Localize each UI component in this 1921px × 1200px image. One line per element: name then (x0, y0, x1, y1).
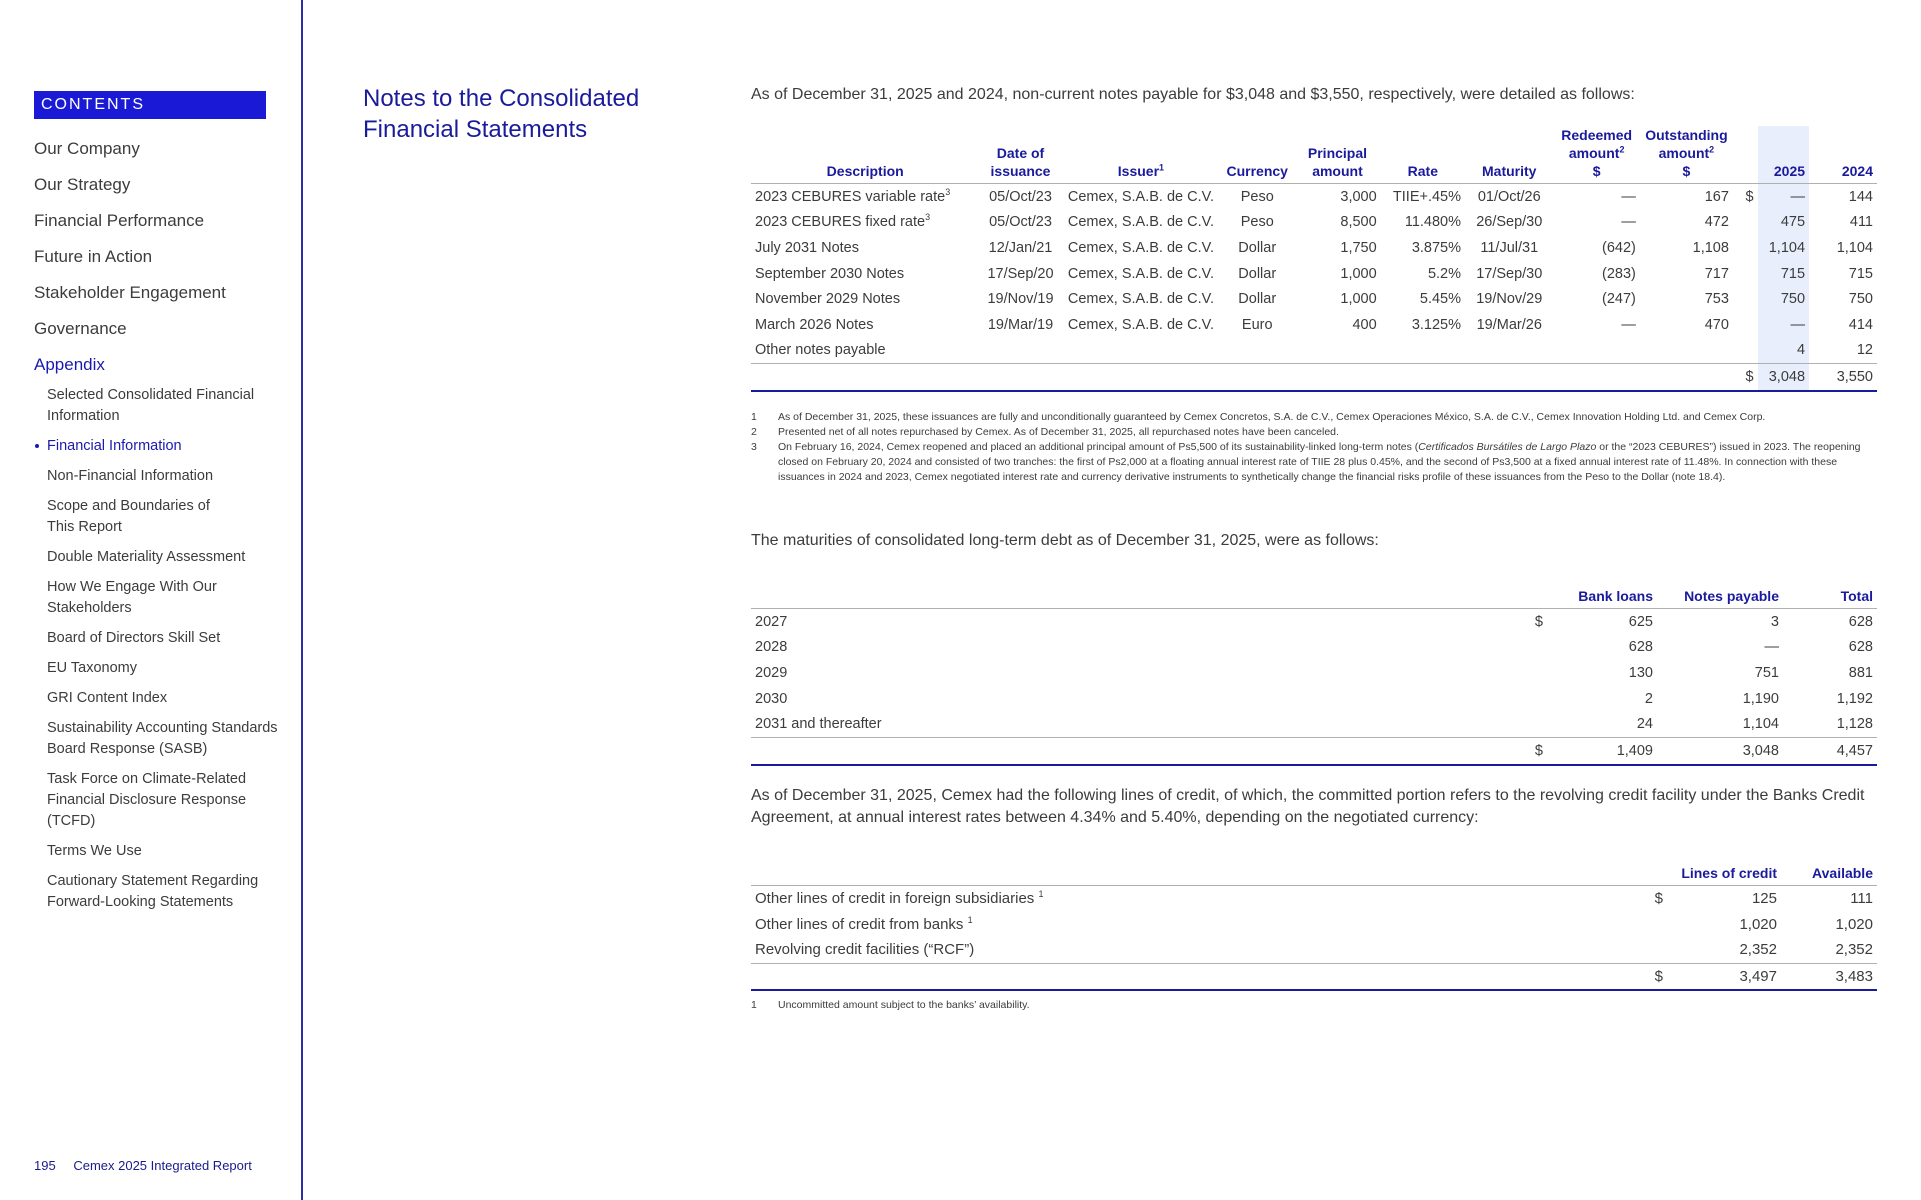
credit-footnotes (751, 998, 1877, 1013)
description-text: July 2031 Notes (755, 239, 859, 256)
maturities-header-row (751, 587, 1877, 609)
col-bank-loans: Bank loans (1547, 587, 1657, 609)
table-row (751, 609, 1877, 635)
cell-2024: 750 (1848, 291, 1873, 308)
col-available: Available (1781, 864, 1877, 886)
cell-rate: TIIE+.45% (1392, 188, 1462, 205)
description-text: Other notes payable (755, 342, 886, 359)
col-dollar-sign (1631, 864, 1667, 886)
cell-rate: 5.2% (1427, 265, 1462, 282)
footnote (751, 410, 1877, 425)
cell-date: 05/Oct/23 (989, 214, 1052, 231)
description-text: March 2026 Notes (755, 316, 874, 333)
footnote-number: 1 (751, 411, 757, 423)
cell-principal: 1,750 (1340, 239, 1377, 256)
footnote-text-a: On February 16, 2024, Cemex reopened and placed an additional principal amount of Ps5,500 of its sustainability-linked long-term notes ( (778, 441, 1419, 453)
nav-stakeholder-engagement[interactable]: Stakeholder Engagement (34, 283, 226, 302)
cell-description (751, 312, 979, 338)
table-row (751, 210, 1877, 236)
cell-notes-payable: 1,104 (1742, 716, 1779, 733)
subnav-selected-consolidated-financial-information[interactable]: Selected Consolidated Financial Information (47, 387, 255, 424)
cell-dollar-sign (1511, 686, 1547, 712)
cell-outstanding: 753 (1704, 291, 1729, 308)
cell-total-available: 3,483 (1781, 963, 1877, 990)
cell-maturity: 19/Mar/26 (1476, 316, 1542, 333)
cell-redeemed: — (1621, 316, 1636, 333)
col-label (751, 864, 1631, 886)
footnote-number: 1 (751, 999, 757, 1011)
cell-empty (1381, 364, 1465, 391)
cell-dollar-sign (1733, 338, 1758, 364)
maturities-table (751, 587, 1877, 766)
cell-issuer: Cemex, S.A.B. de C.V. (1067, 265, 1214, 282)
notes-payable-table (751, 126, 1877, 392)
cell-year: 2027 (755, 613, 788, 630)
maturities-table-body (751, 609, 1877, 765)
credit-label-text: Other lines of credit in foreign subsidiaries (755, 890, 1035, 908)
cell-dollar-sign (1631, 937, 1667, 963)
cell-dollar-sign: $ (1511, 737, 1547, 764)
cell-outstanding (1640, 338, 1733, 364)
cell-2025: — (1758, 184, 1809, 210)
lines-of-credit-table (751, 864, 1877, 991)
cell-2025: 475 (1758, 210, 1809, 236)
sidebar (0, 0, 303, 1200)
footnote-text: As of December 31, 2025, these issuances are fully and unconditionally guaranteed by Cemex Concretos, S.A. de C.V., Cemex Operaciones México, S.A. de C.V., Cemex Innovation Holding Ltd. and Cemex Corp. (778, 411, 1766, 423)
subnav-how-we-engage[interactable]: How We Engage With Our Stakeholders (47, 579, 217, 616)
cell-principal: 1,000 (1340, 265, 1377, 282)
cell-principal: 1,000 (1340, 291, 1377, 308)
cell-empty (1062, 364, 1221, 391)
active-bullet-icon (35, 444, 39, 448)
contents-heading[interactable]: CONTENTS (34, 91, 266, 119)
cell-outstanding: 1,108 (1692, 239, 1729, 256)
cell-2025: — (1758, 312, 1809, 338)
col-description: Description (751, 126, 979, 184)
col-lines-of-credit: Lines of credit (1667, 864, 1781, 886)
cell-2024: 1,104 (1836, 239, 1873, 256)
footnote (751, 998, 1877, 1013)
credit-header-row (751, 864, 1877, 886)
cell-notes-payable: 3 (1770, 613, 1779, 630)
footnote-ref: 1 (1159, 162, 1165, 173)
cell-year: 2030 (755, 690, 788, 707)
cell-description (751, 286, 979, 312)
cell-issuer: Cemex, S.A.B. de C.V. (1067, 239, 1214, 256)
cell-dollar-sign (1733, 286, 1758, 312)
col-redeemed-unit: $ (1592, 163, 1601, 179)
col-outstanding-amount (1640, 126, 1733, 184)
footnote (751, 425, 1877, 440)
col-date-of-issuance: Date of issuance (979, 126, 1061, 184)
cell-redeemed: (642) (1602, 239, 1636, 256)
notes-table-body (751, 184, 1877, 391)
cell-description (751, 261, 979, 287)
description-text: 2023 CEBURES variable rate (755, 188, 946, 205)
table-row (751, 912, 1877, 938)
cell-issuer (1062, 338, 1221, 364)
subnav-double-materiality-assessment[interactable]: Double Materiality Assessment (47, 549, 246, 565)
credit-paragraph: As of December 31, 2025, Cemex had the following lines of credit, of which, the committed portion refers to the revolving credit facility under the Banks Credit Agreement, at annual interest rates between 4.34% and 5.40%, depending on the negotiated currency: (751, 787, 1865, 826)
col-dollar-sign (1511, 587, 1547, 609)
col-year (751, 587, 1511, 609)
cell-bank-loans: 628 (1628, 639, 1653, 656)
table-row (751, 184, 1877, 210)
footnote-text: Presented net of all notes repurchased by Cemex. As of December 31, 2025, all repurchased notes have been canceled. (778, 426, 1339, 438)
page-title: Notes to the Consolidated Financial Statements (363, 85, 640, 143)
table-row (751, 711, 1877, 737)
credit-label-text: Revolving credit facilities (“RCF”) (755, 941, 975, 959)
cell-date: 12/Jan/21 (988, 239, 1053, 256)
cell-maturity: 01/Oct/26 (1477, 188, 1541, 205)
cell-redeemed: (247) (1602, 291, 1636, 308)
subnav-eu-taxonomy[interactable]: EU Taxonomy (47, 660, 137, 676)
cell-empty (1220, 364, 1294, 391)
cell-notes-payable: 751 (1754, 664, 1779, 681)
cell-empty (1294, 364, 1380, 391)
cell-currency: Dollar (1238, 239, 1277, 256)
cell-2025: 4 (1758, 338, 1809, 364)
cell-principal: 3,000 (1340, 188, 1377, 205)
cell-maturity: 26/Sep/30 (1476, 214, 1543, 231)
cell-dollar-sign: $ (1745, 188, 1754, 205)
cell-notes-payable: 1,190 (1742, 690, 1779, 707)
footnote-number: 2 (751, 426, 757, 438)
subnav-gri-content-index[interactable]: GRI Content Index (47, 690, 168, 706)
col-principal-amount: Principal amount (1294, 126, 1380, 184)
cell-redeemed (1553, 338, 1639, 364)
subnav-terms-we-use[interactable]: Terms We Use (47, 843, 142, 859)
subnav-financial-information[interactable] (47, 436, 287, 457)
col-outstanding-label: Outstanding amount (1645, 127, 1728, 161)
cell-redeemed: (283) (1602, 265, 1636, 282)
credit-table-body (751, 886, 1877, 991)
col-issuer (1062, 126, 1221, 184)
notes-header-row (751, 126, 1877, 184)
footnote-ref: 2 (1709, 144, 1715, 155)
description-text: 2023 CEBURES fixed rate (755, 214, 926, 231)
table-row (751, 286, 1877, 312)
cell-empty (1640, 364, 1733, 391)
table-row (751, 261, 1877, 287)
footnote-ref: 1 (967, 914, 973, 925)
footnote-text: Uncommitted amount subject to the banks’ availability. (778, 999, 1030, 1011)
footnote-ref: 2 (1619, 144, 1625, 155)
cell-2024: 144 (1848, 188, 1873, 205)
cell-2024: 411 (1849, 214, 1873, 231)
cell-currency: Dollar (1238, 265, 1277, 282)
cell-2025: 750 (1758, 286, 1809, 312)
cell-total: 1,128 (1836, 716, 1873, 733)
cell-credit-label (751, 937, 1631, 963)
cell-empty (1465, 364, 1553, 391)
cell-dollar-sign (1733, 261, 1758, 287)
nav-governance[interactable]: Governance (34, 319, 127, 338)
description-text: November 2029 Notes (755, 291, 901, 308)
cell-dollar-sign: $ (1631, 963, 1667, 990)
col-2024: 2024 (1809, 126, 1877, 184)
cell-lines-of-credit: 1,020 (1739, 915, 1777, 933)
subnav-cautionary-statement[interactable]: Cautionary Statement Regarding Forward-Looking Statements (47, 873, 259, 910)
cell-2024: 715 (1848, 265, 1873, 282)
footnote (751, 440, 1877, 485)
nav-financial-performance[interactable]: Financial Performance (34, 211, 205, 230)
table-row (751, 886, 1877, 912)
cell-issuer: Cemex, S.A.B. de C.V. (1067, 291, 1214, 308)
table-row (751, 312, 1877, 338)
cell-rate: 3.875% (1411, 239, 1462, 256)
cell-rate (1381, 338, 1465, 364)
footnote-ref: 3 (945, 186, 951, 197)
cell-total: 1,192 (1836, 690, 1873, 707)
cell-bank-loans: 130 (1628, 664, 1653, 681)
cell-year: 2029 (755, 664, 788, 681)
cell-bank-loans: 625 (1628, 613, 1653, 630)
footnote-number: 3 (751, 441, 757, 453)
col-maturity: Maturity (1465, 126, 1553, 184)
cell-principal: 400 (1352, 316, 1377, 333)
cell-total-bank-loans: 1,409 (1547, 737, 1657, 764)
cell-total-2025: 3,048 (1758, 364, 1809, 391)
cell-total-2024: 3,550 (1809, 364, 1877, 391)
cell-year: 2028 (755, 639, 788, 656)
total-row (751, 737, 1877, 764)
cell-dollar-sign: $ (1654, 890, 1663, 908)
cell-empty (751, 737, 1511, 764)
cell-redeemed: — (1621, 214, 1636, 231)
cell-credit-label (751, 886, 1631, 912)
subnav-sasb[interactable]: Sustainability Accounting Standards Board Response (SASB) (47, 720, 278, 757)
cell-currency: Euro (1241, 316, 1273, 333)
table-row (751, 660, 1877, 686)
maturities-paragraph: The maturities of consolidated long-term debt as of December 31, 2025, were as follows: (751, 532, 1379, 549)
table-row (751, 937, 1877, 963)
notes-footnotes (751, 410, 1877, 485)
col-total: Total (1783, 587, 1877, 609)
cell-2024: 414 (1848, 316, 1873, 333)
cell-principal (1294, 338, 1380, 364)
page-number: 195 (34, 1158, 56, 1173)
page-footer (34, 1158, 252, 1173)
cell-lines-of-credit: 2,352 (1739, 941, 1777, 959)
nav-future-in-action[interactable]: Future in Action (34, 247, 153, 266)
cell-grand-total: 4,457 (1783, 737, 1877, 764)
cell-empty (751, 364, 979, 391)
cell-dollar-sign (1511, 660, 1547, 686)
table-row (751, 635, 1877, 661)
cell-bank-loans: 2 (1644, 690, 1653, 707)
cell-available: 1,020 (1835, 915, 1873, 933)
subnav-board-skill-set[interactable]: Board of Directors Skill Set (47, 630, 221, 646)
cell-total: 881 (1848, 664, 1873, 681)
subnav-scope-and-boundaries[interactable]: Scope and Boundaries of This Report (47, 498, 210, 535)
table-row (751, 686, 1877, 712)
cell-dollar-sign (1511, 635, 1547, 661)
cell-rate: 5.45% (1419, 291, 1462, 308)
cell-2025: 715 (1758, 261, 1809, 287)
credit-label-text: Other lines of credit from banks (755, 915, 964, 933)
cell-maturity: 11/Jul/31 (1480, 239, 1539, 256)
subnav-financial-information-label: Financial Information (47, 438, 182, 454)
intro-paragraph: As of December 31, 2025 and 2024, non-current notes payable for $3,048 and $3,550, respectively, were detailed as follows: (751, 86, 1635, 103)
cell-rate: 11.480% (1404, 214, 1462, 231)
cell-notes-payable: — (1764, 639, 1779, 656)
total-row (751, 963, 1877, 990)
cell-outstanding: 472 (1704, 214, 1729, 231)
cell-total-notes-payable: 3,048 (1657, 737, 1783, 764)
table-row (751, 338, 1877, 364)
cell-maturity (1465, 338, 1553, 364)
cell-2025: 1,104 (1758, 235, 1809, 261)
cell-redeemed: — (1621, 188, 1636, 205)
report-name: Cemex 2025 Integrated Report (73, 1158, 252, 1173)
cell-dollar-sign (1631, 912, 1667, 938)
cell-issuer: Cemex, S.A.B. de C.V. (1067, 214, 1214, 231)
col-redeemed-label: Redeemed amount (1561, 127, 1633, 161)
cell-issuer: Cemex, S.A.B. de C.V. (1067, 316, 1214, 333)
footnote-text-b: or the “2023 CEBURES”) issued in 2023. The reopening closed on February 20, 2024 and consisted of two tranches: the first of Ps2,000 at a floating annual interest rate of TIIE 28 plus 0.45%, and the second of Ps3,500 at a fixed annual interest rate of 11.48%. In connection with these issuances in 2024 and 2023, Cemex negotiated interest rate and currency derivative instruments to synthetically change the financial risks profile of these issuances from the Peso to the Dollar (note 18.4). (778, 441, 1861, 483)
subnav-non-financial-information[interactable]: Non-Financial Information (47, 468, 214, 484)
cell-dollar-sign: $ (1733, 364, 1758, 391)
cell-dollar-sign (1733, 235, 1758, 261)
cell-description (751, 235, 979, 261)
nav-our-strategy[interactable]: Our Strategy (34, 175, 131, 194)
cell-description (751, 338, 979, 364)
cell-empty (751, 963, 1631, 990)
cell-date: 17/Sep/20 (987, 265, 1054, 282)
cell-lines-of-credit: 125 (1751, 890, 1777, 908)
cell-outstanding: 167 (1704, 188, 1729, 205)
cell-dollar-sign (1733, 210, 1758, 236)
table-row (751, 235, 1877, 261)
col-dollar-sign (1733, 126, 1758, 184)
footnote-ref: 1 (1038, 889, 1044, 900)
cell-currency (1220, 338, 1294, 364)
cell-total: 628 (1848, 639, 1873, 656)
col-currency: Currency (1220, 126, 1294, 184)
cell-maturity: 19/Nov/29 (1476, 291, 1543, 308)
col-notes-payable: Notes payable (1657, 587, 1783, 609)
total-row (751, 364, 1877, 391)
cell-description (751, 184, 979, 210)
cell-outstanding: 717 (1704, 265, 1729, 282)
cell-bank-loans: 24 (1636, 716, 1653, 733)
cell-currency: Peso (1240, 188, 1274, 205)
col-issuer-label: Issuer (1117, 163, 1160, 179)
nav-appendix[interactable]: Appendix (34, 355, 105, 374)
cell-currency: Dollar (1238, 291, 1277, 308)
cell-currency: Peso (1240, 214, 1274, 231)
col-redeemed-amount (1553, 126, 1639, 184)
cell-available: 111 (1850, 890, 1873, 908)
cell-total-lines-of-credit: 3,497 (1667, 963, 1781, 990)
col-rate: Rate (1381, 126, 1465, 184)
cell-maturity: 17/Sep/30 (1476, 265, 1543, 282)
subnav-tcfd[interactable]: Task Force on Climate-Related Financial Disclosure Response (TCFD) (47, 771, 247, 829)
footnote-ref: 3 (925, 212, 931, 223)
cell-description (751, 210, 979, 236)
col-outstanding-unit: $ (1682, 163, 1691, 179)
cell-date (979, 338, 1061, 364)
nav-our-company[interactable]: Our Company (34, 139, 140, 158)
footnote-italic: Certificados Bursátiles de Largo Plazo (1418, 441, 1597, 453)
cell-outstanding: 470 (1704, 316, 1729, 333)
cell-empty (1553, 364, 1639, 391)
description-text: September 2030 Notes (755, 265, 905, 282)
cell-date: 05/Oct/23 (989, 188, 1052, 205)
cell-available: 2,352 (1835, 941, 1873, 959)
cell-rate: 3.125% (1411, 316, 1462, 333)
cell-dollar-sign (1733, 312, 1758, 338)
cell-dollar-sign: $ (1534, 613, 1543, 630)
cell-dollar-sign (1511, 711, 1547, 737)
cell-year: 2031 and thereafter (755, 716, 882, 733)
cell-total: 628 (1848, 613, 1873, 630)
col-2025: 2025 (1758, 126, 1809, 184)
cell-date: 19/Nov/19 (987, 291, 1054, 308)
cell-principal: 8,500 (1340, 214, 1377, 231)
cell-empty (979, 364, 1061, 391)
cell-2024: 12 (1856, 342, 1873, 359)
cell-date: 19/Mar/19 (987, 316, 1054, 333)
cell-credit-label (751, 912, 1631, 938)
cell-issuer: Cemex, S.A.B. de C.V. (1067, 188, 1214, 205)
